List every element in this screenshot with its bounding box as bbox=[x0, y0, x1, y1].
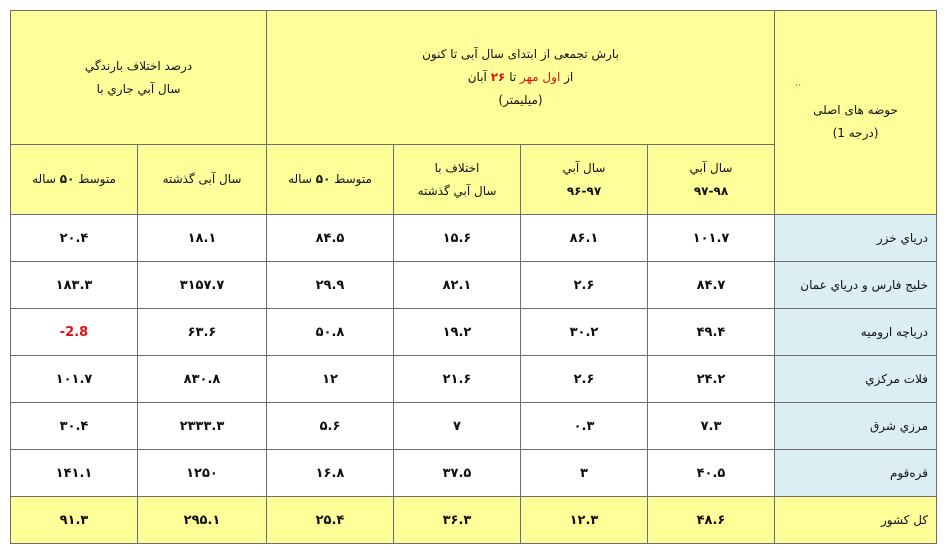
basins-marker: ·· bbox=[795, 80, 801, 91]
col-pct-avg-num: ۵۰ bbox=[59, 172, 75, 187]
table-row bbox=[11, 403, 937, 450]
total-pct-avg: ۹۱.۳ bbox=[11, 497, 138, 544]
value-avg50: ۵.۶ bbox=[267, 403, 394, 450]
total-9697: ۱۲.۳ bbox=[521, 497, 648, 544]
value-avg50: ۱۶.۸ bbox=[267, 450, 394, 497]
pct-diff-subtitle: سال آبي جاري با bbox=[96, 81, 181, 96]
value-pct-avg: ۱۸۳.۳ bbox=[11, 262, 138, 309]
value-9697: ۳ bbox=[521, 450, 648, 497]
value-pct-avg: ۱۰۱.۷ bbox=[11, 356, 138, 403]
value-pct-avg: ۳۰.۴ bbox=[11, 403, 138, 450]
value-9798: ۸۴.۷ bbox=[648, 262, 775, 309]
basins-title: حوضه های اصلی bbox=[813, 102, 898, 117]
value-diff-prev: ۱۹.۲ bbox=[394, 309, 521, 356]
value-9798: ۲۴.۲ bbox=[648, 356, 775, 403]
value-avg50: ۸۴.۵ bbox=[267, 215, 394, 262]
col-pct-prev-label: سال آبی گذشته bbox=[162, 172, 242, 187]
col-avg50-num: ۵۰ bbox=[315, 172, 331, 187]
value-pct-avg-negative: -2.8 bbox=[11, 309, 138, 356]
col-header-pct-prev bbox=[138, 145, 267, 215]
value-diff-prev: ۲۱.۶ bbox=[394, 356, 521, 403]
range-from-word: از bbox=[564, 70, 574, 85]
value-diff-prev: ۸۲.۱ bbox=[394, 262, 521, 309]
value-avg50: ۵۰.۸ bbox=[267, 309, 394, 356]
value-diff-prev: ۷ bbox=[394, 403, 521, 450]
cumulative-title: بارش تجمعی از ابتدای سال آبی تا کنون bbox=[422, 47, 619, 62]
col-9798-year: ۹۷-۹۸ bbox=[693, 183, 729, 198]
value-9697: ۸۶.۱ bbox=[521, 215, 648, 262]
total-pct-prev: ۲۹۵.۱ bbox=[138, 497, 267, 544]
value-pct-prev: ۲۳۳۳.۳ bbox=[138, 403, 267, 450]
total-label: كل كشور bbox=[775, 497, 937, 544]
table-row bbox=[11, 450, 937, 497]
col-header-9798 bbox=[648, 145, 775, 215]
basins-subtitle: (درجه 1) bbox=[832, 125, 879, 140]
value-pct-prev: ۱۸.۱ bbox=[138, 215, 267, 262]
cumulative-unit: (میلیمتر) bbox=[498, 92, 543, 107]
header-basins bbox=[775, 11, 937, 215]
value-pct-avg: ۱۴۱.۱ bbox=[11, 450, 138, 497]
table-row bbox=[11, 356, 937, 403]
range-end-day: ۲۶ bbox=[490, 70, 506, 85]
col-diff-prev-line1: اختلاف با bbox=[434, 160, 480, 175]
col-9697-label: سال آبي bbox=[562, 160, 606, 175]
total-row bbox=[11, 497, 937, 544]
value-9798: ۱۰۱.۷ bbox=[648, 215, 775, 262]
value-diff-prev: ۳۷.۵ bbox=[394, 450, 521, 497]
value-pct-avg: ۲۰.۴ bbox=[11, 215, 138, 262]
basin-name: درياچه اروميه bbox=[775, 309, 937, 356]
col-header-pct-avg bbox=[11, 145, 138, 215]
cumulative-range bbox=[267, 66, 774, 89]
col-avg50-prefix: متوسط bbox=[334, 172, 372, 187]
table-row bbox=[11, 262, 937, 309]
rainfall-table-container bbox=[10, 10, 937, 544]
value-9697: ۲.۶ bbox=[521, 356, 648, 403]
value-pct-prev: ۸۳۰.۸ bbox=[138, 356, 267, 403]
pct-diff-title: درصد اختلاف بارندگي bbox=[84, 58, 193, 73]
value-avg50: ۱۲ bbox=[267, 356, 394, 403]
col-pct-avg-prefix: متوسط bbox=[78, 172, 116, 187]
value-pct-prev: ۳۱۵۷.۷ bbox=[138, 262, 267, 309]
table-row bbox=[11, 309, 937, 356]
range-start: اول مهر bbox=[520, 70, 561, 85]
col-9697-year: ۹۶-۹۷ bbox=[566, 183, 602, 198]
value-9798: ۷.۳ bbox=[648, 403, 775, 450]
col-diff-prev-line2: سال آبي گذشته bbox=[417, 183, 497, 198]
total-diff-prev: ۳۶.۳ bbox=[394, 497, 521, 544]
value-9798: ۴۹.۴ bbox=[648, 309, 775, 356]
basin-name: قره‌قوم bbox=[775, 450, 937, 497]
rainfall-table bbox=[10, 10, 937, 544]
basin-name: فلات مركزي bbox=[775, 356, 937, 403]
total-9798: ۴۸.۶ bbox=[648, 497, 775, 544]
basin-name: درياي خزر bbox=[775, 215, 937, 262]
col-header-diff-prev bbox=[394, 145, 521, 215]
col-pct-avg-suffix: ساله bbox=[32, 172, 56, 187]
header-cumulative bbox=[267, 11, 775, 145]
total-avg50: ۲۵.۴ bbox=[267, 497, 394, 544]
header-pct-diff bbox=[11, 11, 267, 145]
basin-name: مرزي شرق bbox=[775, 403, 937, 450]
value-diff-prev: ۱۵.۶ bbox=[394, 215, 521, 262]
range-end-month: آبان bbox=[467, 70, 487, 85]
col-header-9697 bbox=[521, 145, 648, 215]
value-9697: ۲.۶ bbox=[521, 262, 648, 309]
col-header-avg50 bbox=[267, 145, 394, 215]
value-9697: ۰.۳ bbox=[521, 403, 648, 450]
range-to-word: تا bbox=[509, 70, 517, 85]
value-pct-prev: ۱۲۵۰ bbox=[138, 450, 267, 497]
basin-name: خليج فارس و درياي عمان bbox=[775, 262, 937, 309]
value-avg50: ۲۹.۹ bbox=[267, 262, 394, 309]
col-9798-label: سال آبي bbox=[689, 160, 733, 175]
table-row bbox=[11, 215, 937, 262]
value-pct-prev: ۶۳.۶ bbox=[138, 309, 267, 356]
col-avg50-suffix: ساله bbox=[288, 172, 312, 187]
value-9798: ۴۰.۵ bbox=[648, 450, 775, 497]
value-9697: ۳۰.۲ bbox=[521, 309, 648, 356]
